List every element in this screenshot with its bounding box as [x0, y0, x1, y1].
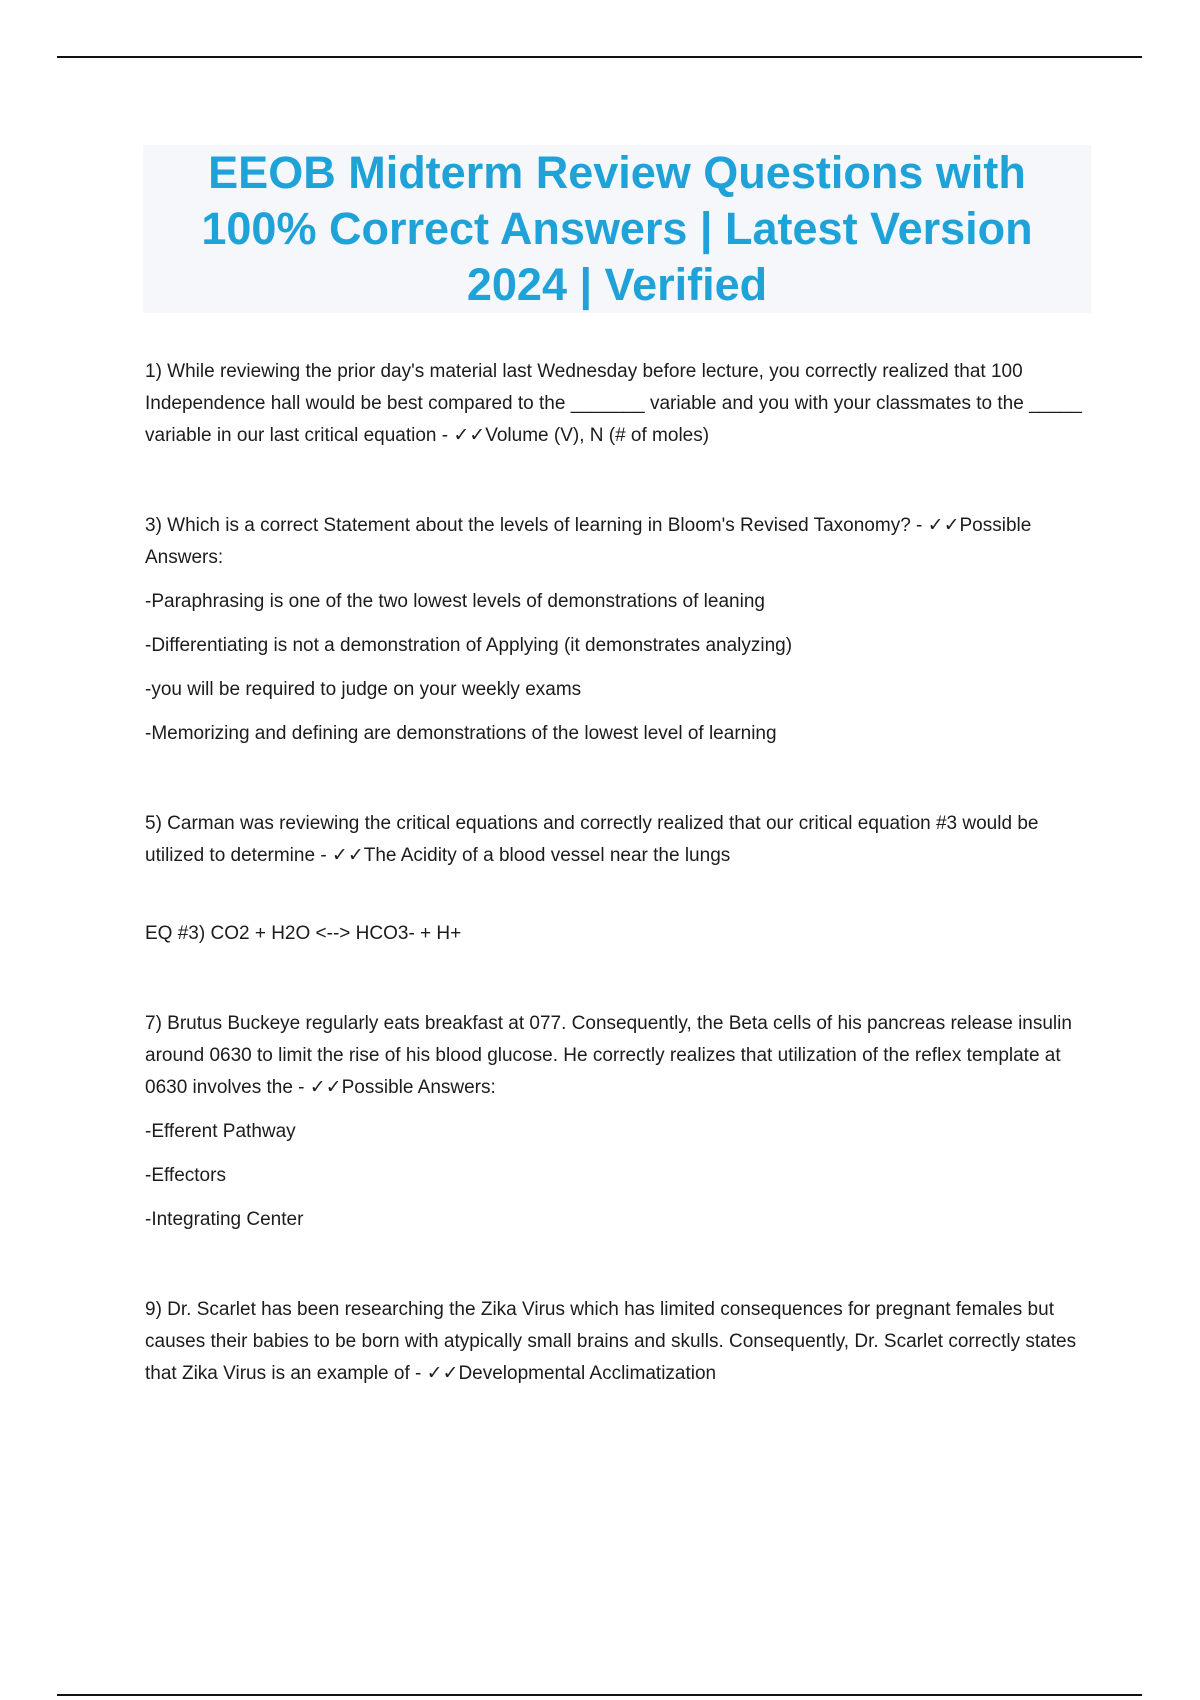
document-title-banner	[143, 145, 1091, 313]
title-line: 2024 | Verified	[466, 259, 768, 310]
top-rule	[57, 56, 1142, 58]
title-line: 100% Correct Answers | Latest Version	[201, 203, 1033, 254]
answer-option: -Integrating Center	[145, 1209, 304, 1230]
question-7: 7) Brutus Buckeye regularly eats breakfast at 077. Consequently, the Beta cells of his pancreas release insulin around 0630 to limit the rise of his blood glucose. He correctly realizes that utilization of the reflex template at 0630 involves the - ✓✓Possible Answers:	[145, 1013, 1072, 1098]
answer-option: -Effectors	[145, 1165, 226, 1186]
question-3: 3) Which is a correct Statement about the levels of learning in Bloom's Revised Taxonomy? - ✓✓Possible Answers:	[145, 515, 1032, 568]
bottom-rule	[57, 1694, 1142, 1696]
document-body	[145, 356, 1085, 1390]
answer-option: -Paraphrasing is one of the two lowest levels of demonstrations of leaning	[145, 591, 765, 612]
title-line: EEOB Midterm Review Questions with	[208, 147, 1026, 198]
question-9: 9) Dr. Scarlet has been researching the Zika Virus which has limited consequences for pregnant females but causes their babies to be born with atypically small brains and skulls. Consequently, Dr. Scarlet correctly states that Zika Virus is an example of - ✓✓Developmental Acclimatization	[145, 1299, 1077, 1384]
answer-option: -you will be required to judge on your weekly exams	[145, 679, 582, 700]
answer-option: -Efferent Pathway	[145, 1121, 296, 1142]
question-1: 1) While reviewing the prior day's material last Wednesday before lecture, you correctly realized that 100 Independence hall would be best compared to the _______ variable and you with your classmates to the _____ variable in our last critical equation - ✓✓Volume (V), N (# of moles)	[145, 361, 1082, 446]
equation-3: EQ #3) CO2 + H2O <--> HCO3- + H+	[145, 923, 462, 944]
answer-option: -Differentiating is not a demonstration of Applying (it demonstrates analyzing)	[145, 635, 793, 656]
question-5: 5) Carman was reviewing the critical equations and correctly realized that our critical equation #3 would be utilized to determine - ✓✓The Acidity of a blood vessel near the lungs	[145, 813, 1039, 866]
answer-option: -Memorizing and defining are demonstrations of the lowest level of learning	[145, 723, 777, 744]
